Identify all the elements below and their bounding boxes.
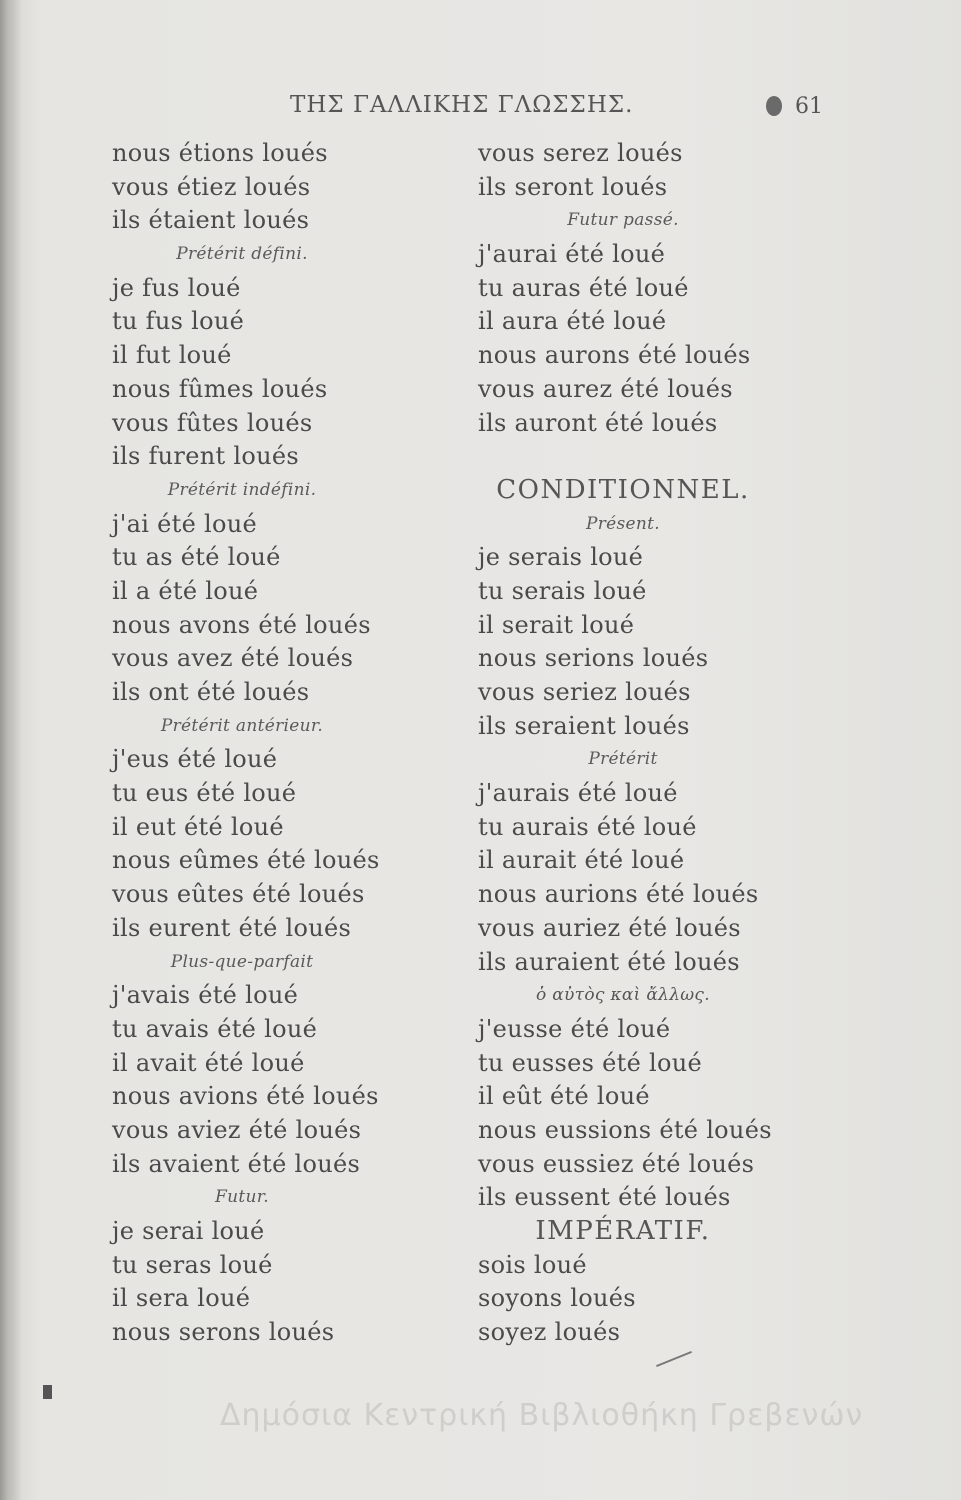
conjugation-line: vous aurez été loués <box>478 374 733 403</box>
conjugation-line: j'aurai été loué <box>478 240 666 269</box>
conjugation-line: vous aviez été loués <box>112 1115 362 1144</box>
margin-mark <box>43 1385 52 1399</box>
conjugation-line: vous seriez loués <box>478 678 691 706</box>
tense-heading: Futur. <box>215 1187 269 1208</box>
conjugation-line: nous avons été loués <box>112 610 371 639</box>
conjugation-line: tu as été loué <box>112 543 281 572</box>
conjugation-line: tu fus loué <box>112 307 245 336</box>
conjugation-line: il a été loué <box>112 576 259 605</box>
greek-note: ὁ αὐτὸς καὶ ἄλλως. <box>536 985 710 1006</box>
blank-line <box>478 440 898 474</box>
conjugation-line: tu aurais été loué <box>478 812 697 841</box>
conjugation-line: il sera loué <box>112 1284 251 1313</box>
conjugation-line: je serai loué <box>112 1217 265 1245</box>
conjugation-line: ils seront loués <box>478 172 668 201</box>
conjugation-line: il eut été loué <box>112 812 284 841</box>
conjugation-line: ils auront été loués <box>478 408 718 437</box>
tense-heading: Présent. <box>586 513 660 534</box>
conjugation-line: nous aurons été loués <box>478 341 751 370</box>
library-watermark: Δημόσια Κεντρική Βιβλιοθήκη Γρεβενών <box>220 1398 864 1433</box>
conjugation-line: ils seraient loués <box>478 711 690 740</box>
conjugation-line: tu auras été loué <box>478 273 689 302</box>
conjugation-line: ils ont été loués <box>112 678 310 706</box>
conjugation-line: sois loué <box>478 1250 587 1279</box>
conjugation-line: vous eûtes été loués <box>112 880 365 909</box>
conjugation-line: je serais loué <box>478 543 644 572</box>
conjugation-line: j'aurais été loué <box>478 779 678 808</box>
conjugation-line: nous fûmes loués <box>112 374 328 403</box>
conjugation-line: j'eus été loué <box>112 745 278 774</box>
conjugation-line: vous étiez loués <box>112 172 311 201</box>
conjugation-line: ils furent loués <box>112 442 299 471</box>
conjugation-line: il eût été loué <box>478 1082 650 1111</box>
mood-heading: CONDITIONNEL. <box>496 474 750 505</box>
conjugation-line: vous auriez été loués <box>478 913 741 942</box>
tense-heading: Prétérit défini. <box>176 244 308 265</box>
right-column <box>478 137 898 1350</box>
conjugation-line: ils avaient été loués <box>112 1149 361 1178</box>
conjugation-line: ils étaient loués <box>112 206 310 235</box>
conjugation-line: il serait loué <box>478 610 635 639</box>
conjugation-line: ils eussent été loués <box>478 1183 731 1212</box>
conjugation-line: j'ai été loué <box>112 509 258 538</box>
conjugation-line: j'avais été loué <box>112 981 299 1010</box>
mood-heading: IMPÉRATIF. <box>535 1216 711 1246</box>
conjugation-line: vous fûtes loués <box>112 408 313 437</box>
running-head: ΤΗΣ ΓΑΛΛΙΚΗΣ ΓΛΩΣΣΗΣ. <box>290 92 634 118</box>
conjugation-line: il aurait été loué <box>478 846 685 875</box>
pencil-mark <box>656 1351 692 1367</box>
conjugation-line: il aura été loué <box>478 307 667 336</box>
conjugation-line: nous avions été loués <box>112 1082 379 1111</box>
page-header <box>0 92 961 132</box>
conjugation-line: ils eurent été loués <box>112 913 352 942</box>
conjugation-line: nous eussions été loués <box>478 1115 772 1144</box>
conjugation-line: tu avais été loué <box>112 1014 318 1043</box>
conjugation-line: tu eusses été loué <box>478 1048 703 1077</box>
conjugation-line: nous eûmes été loués <box>112 846 380 875</box>
conjugation-line: tu serais loué <box>478 576 647 605</box>
conjugation-line: nous aurions été loués <box>478 880 759 909</box>
conjugation-line: vous eussiez été loués <box>478 1149 755 1178</box>
tense-heading: Prétérit indéfini. <box>167 479 317 500</box>
tense-heading: Prétérit antérieur. <box>160 715 324 736</box>
conjugation-line: tu eus été loué <box>112 779 297 808</box>
tense-heading: Futur passé. <box>567 210 679 231</box>
conjugation-line: nous serons loués <box>112 1318 335 1347</box>
conjugation-line: il avait été loué <box>112 1048 305 1077</box>
conjugation-line: ils auraient été loués <box>478 947 740 976</box>
ink-blot <box>766 96 782 116</box>
tense-heading: Prétérit <box>588 749 658 770</box>
conjugation-line: tu seras loué <box>112 1250 273 1279</box>
conjugation-line: j'eusse été loué <box>478 1014 671 1043</box>
conjugation-line: soyez loués <box>478 1318 621 1347</box>
left-column <box>112 137 532 1350</box>
conjugation-line: il fut loué <box>112 341 232 370</box>
conjugation-line: nous serions loués <box>478 644 709 673</box>
conjugation-line: je fus loué <box>112 273 241 302</box>
conjugation-line: vous serez loués <box>478 139 683 167</box>
conjugation-line: soyons loués <box>478 1284 636 1313</box>
conjugation-line: nous étions loués <box>112 139 328 167</box>
page-number: 61 <box>795 94 823 119</box>
conjugation-line: vous avez été loués <box>112 644 354 673</box>
page-edge-stain <box>0 0 22 1500</box>
tense-heading: Plus-que-parfait <box>170 951 314 972</box>
